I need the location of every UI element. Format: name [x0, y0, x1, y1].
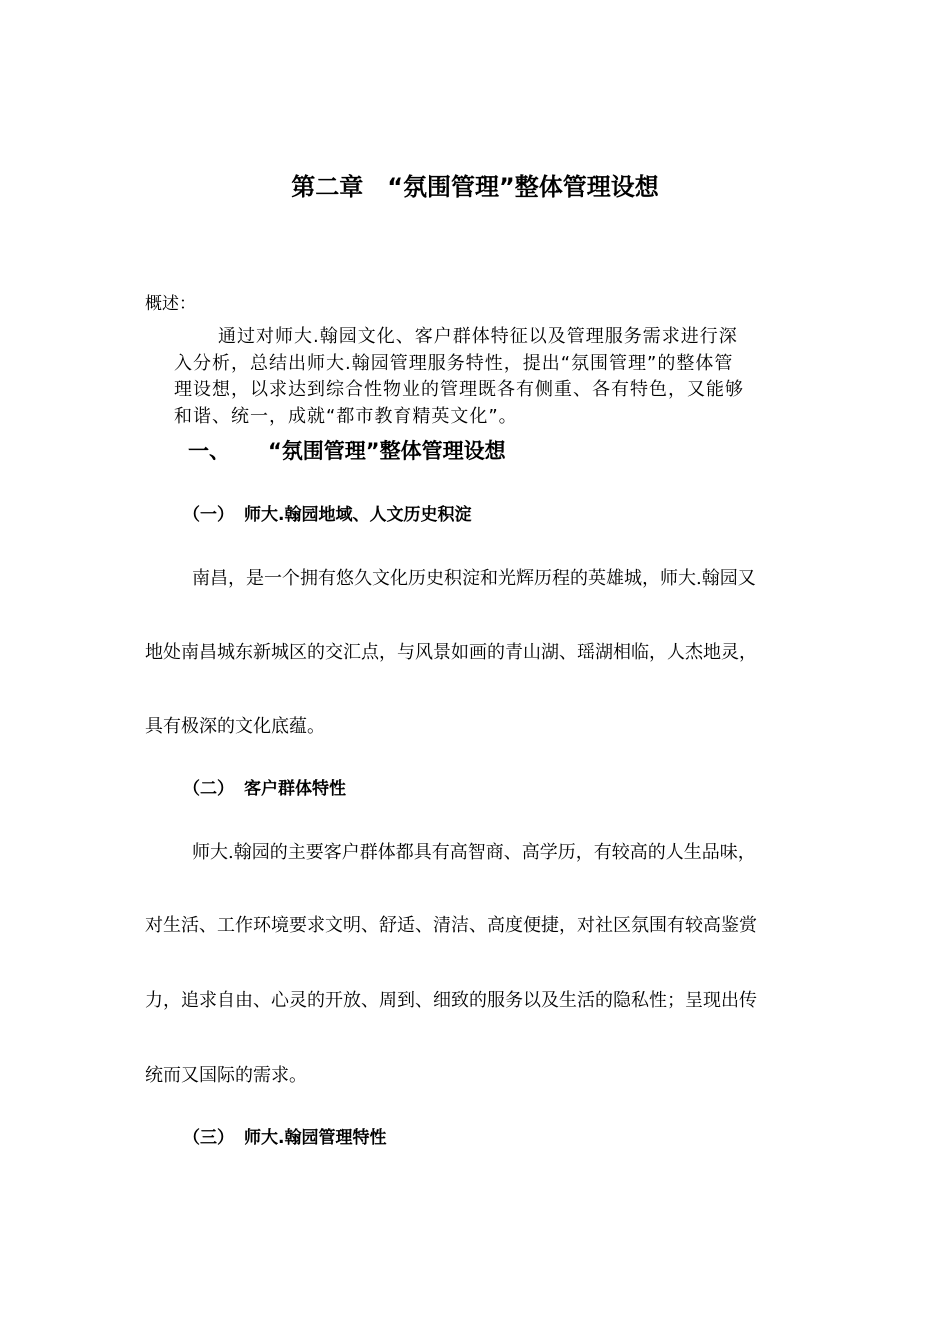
- subsection-title: 师大.翰园管理特性: [244, 1128, 387, 1148]
- paragraph-line: 具有极深的文化底蕴。: [145, 716, 325, 737]
- subsection-heading: [183, 503, 471, 527]
- subsection-heading: [183, 1126, 386, 1150]
- section-number: 一、: [188, 439, 230, 463]
- overview-line: 理设想，以求达到综合性物业的管理既各有侧重、各有特色，又能够: [174, 379, 744, 400]
- subsection-heading: [183, 777, 346, 801]
- paragraph-line: 对生活、工作环境要求文明、舒适、清洁、高度便捷，对社区氛围有较高鉴赏: [145, 915, 757, 936]
- overview-line: 和谐、统一，成就“都市教育精英文化”。: [174, 405, 518, 427]
- section-heading: [188, 436, 506, 466]
- section-title: “氛围管理”整体管理设想: [268, 439, 506, 463]
- paragraph-line: 地处南昌城东新城区的交汇点，与风景如画的青山湖、瑶湖相临，人杰地灵，: [145, 642, 757, 663]
- overview-paragraph: [174, 324, 806, 430]
- subsection-number: （一）: [183, 505, 234, 525]
- subsection-title: 客户群体特性: [244, 779, 346, 799]
- subsection-number: （二）: [183, 779, 234, 799]
- paragraph-line: 力，追求自由、心灵的开放、周到、细致的服务以及生活的隐私性；呈现出传: [145, 990, 757, 1011]
- subsection-number: （三）: [183, 1128, 234, 1148]
- paragraph-line: 师大.翰园的主要客户群体都具有高智商、高学历，有较高的人生品味，: [192, 842, 756, 863]
- paragraph-line: 统而又国际的需求。: [145, 1065, 307, 1086]
- paragraph-line: 南昌，是一个拥有悠久文化历史积淀和光辉历程的英雄城，师大.翰园又: [192, 568, 756, 589]
- overview-label: 概述：: [145, 294, 196, 314]
- overview-line: 通过对师大.翰园文化、客户群体特征以及管理服务需求进行深: [218, 326, 738, 347]
- overview-line: 入分析，总结出师大.翰园管理服务特性，提出“氛围管理”的整体管: [174, 352, 734, 374]
- subsection-title: 师大.翰园地域、人文历史积淀: [244, 505, 472, 525]
- chapter-title: 第二章 “氛围管理”整体管理设想: [291, 173, 659, 201]
